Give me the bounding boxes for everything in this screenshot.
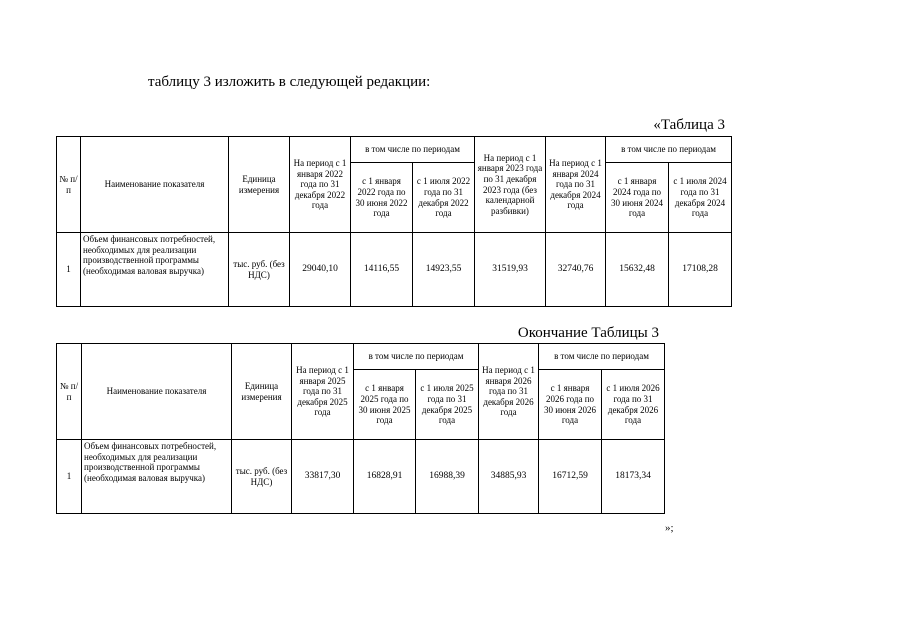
value-cell: 31519,93: [475, 233, 546, 307]
value-cell: 16828,91: [354, 440, 416, 514]
table1-header-group-2024: в том числе по периодам: [606, 137, 732, 163]
value-cell: 29040,10: [290, 233, 351, 307]
value-cell: 17108,28: [669, 233, 732, 307]
table1-header-period-2023: На период с 1 января 2023 года по 31 декабря 2023 года (без календарной разбивки): [475, 137, 546, 233]
table1-header-period-2022: На период с 1 января 2022 года по 31 декабря 2022 года: [290, 137, 351, 233]
table1-header-no: № п/п: [57, 137, 81, 233]
value-cell: 32740,76: [546, 233, 606, 307]
table2: [56, 343, 665, 514]
table2-header-period-2026: На период с 1 января 2026 года по 31 декабря 2026 года: [479, 344, 539, 440]
table1-header-h2-2022: с 1 июля 2022 года по 31 декабря 2022 года: [413, 163, 475, 233]
unit-cell: тыс. руб. (без НДС): [232, 440, 292, 514]
table2-header-group-2026: в том числе по периодам: [539, 344, 665, 370]
table2-header-h1-2025: с 1 января 2025 года по 30 июня 2025 года: [354, 370, 416, 440]
table2-header-row: [57, 344, 665, 370]
value-cell: 14116,55: [351, 233, 413, 307]
closing-quote: »;: [665, 522, 674, 534]
table2-header-no: № п/п: [57, 344, 82, 440]
value-cell: 16988,39: [416, 440, 479, 514]
value-cell: 16712,59: [539, 440, 602, 514]
table1-header-h1-2024: с 1 января 2024 года по 30 июня 2024 года: [606, 163, 669, 233]
value-cell: 15632,48: [606, 233, 669, 307]
table1-header-row: [57, 137, 732, 163]
value-cell: 14923,55: [413, 233, 475, 307]
table2-header-group-2025: в том числе по периодам: [354, 344, 479, 370]
table2-header-h2-2026: с 1 июля 2026 года по 31 декабря 2026 года: [602, 370, 665, 440]
indicator-name: Объем финансовых потребностей, необходимых для реализации производственной программы (необходимая валовая выручка): [82, 440, 232, 514]
unit-cell: тыс. руб. (без НДС): [229, 233, 290, 307]
table1-header-h2-2024: с 1 июля 2024 года по 31 декабря 2024 года: [669, 163, 732, 233]
row-number: 1: [57, 233, 81, 307]
value-cell: 34885,93: [479, 440, 539, 514]
intro-text: таблицу 3 изложить в следующей редакции:: [148, 74, 431, 90]
table2-header-period-2025: На период с 1 января 2025 года по 31 декабря 2025 года: [292, 344, 354, 440]
row-number: 1: [57, 440, 82, 514]
table2-header-unit: Единица измерения: [232, 344, 292, 440]
table1-header-group-2022: в том числе по периодам: [351, 137, 475, 163]
value-cell: 33817,30: [292, 440, 354, 514]
table1-header-period-2024: На период с 1 января 2024 года по 31 декабря 2024 года: [546, 137, 606, 233]
table1: [56, 136, 732, 307]
table2-caption: Окончание Таблицы 3: [517, 325, 659, 341]
table-row: [57, 440, 665, 514]
table2-header-h1-2026: с 1 января 2026 года по 30 июня 2026 года: [539, 370, 602, 440]
table1-caption: «Таблица 3: [653, 117, 725, 133]
indicator-name: Объем финансовых потребностей, необходимых для реализации производственной программы (необходимая валовая выручка): [81, 233, 229, 307]
table1-header-h1-2022: с 1 января 2022 года по 30 июня 2022 года: [351, 163, 413, 233]
value-cell: 18173,34: [602, 440, 665, 514]
table1-header-name: Наименование показателя: [81, 137, 229, 233]
table2-header-name: Наименование показателя: [82, 344, 232, 440]
table1-header-unit: Единица измерения: [229, 137, 290, 233]
table2-header-h2-2025: с 1 июля 2025 года по 31 декабря 2025 года: [416, 370, 479, 440]
table-row: [57, 233, 732, 307]
